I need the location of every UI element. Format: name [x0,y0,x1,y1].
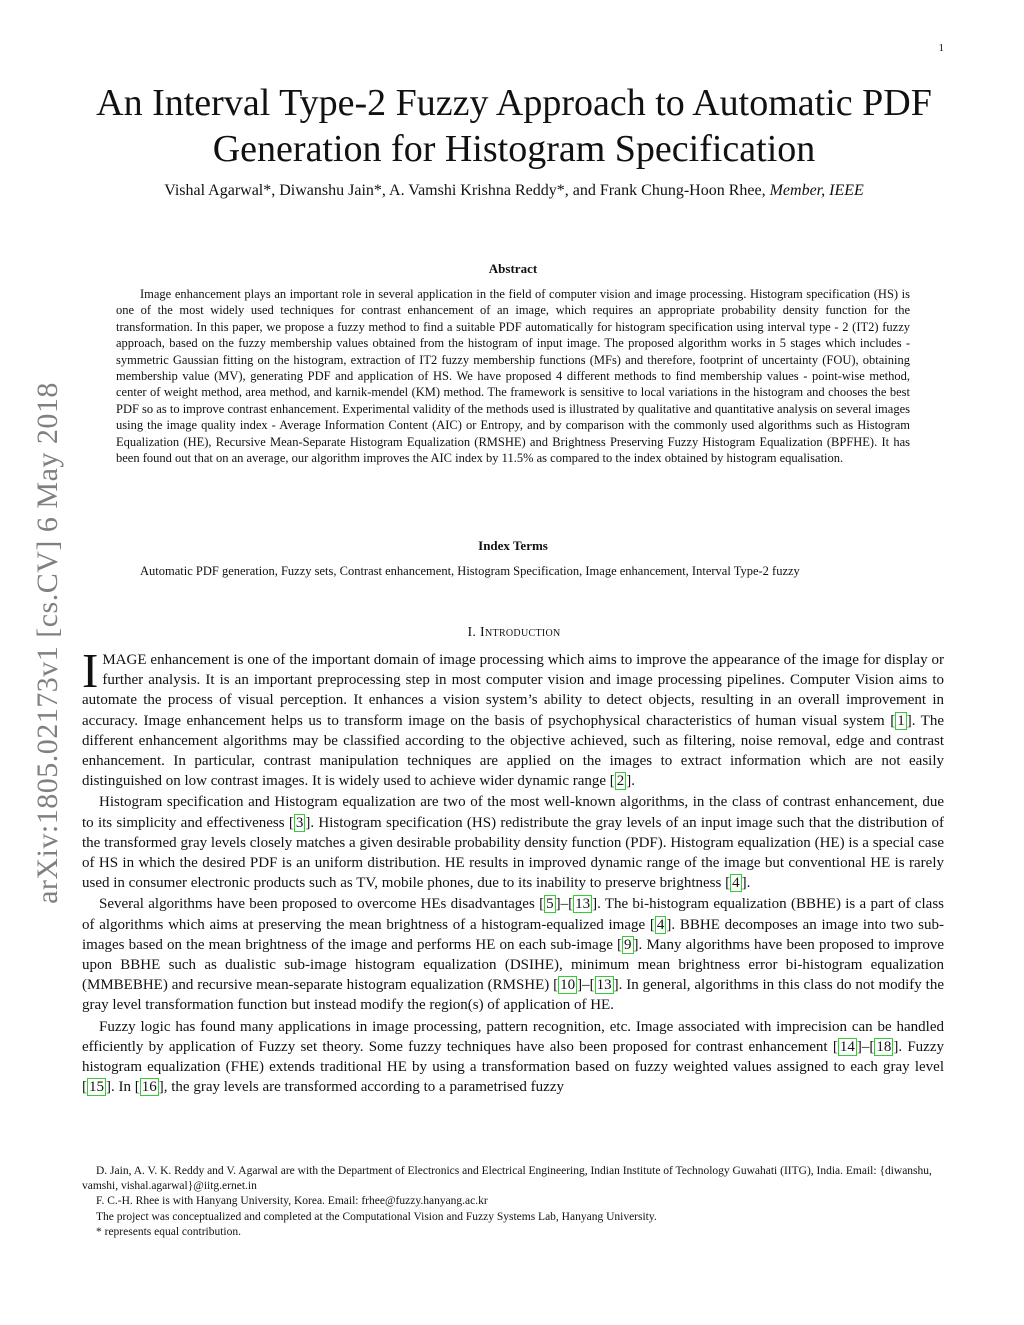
citation-link[interactable]: 2 [616,773,625,790]
citation-link[interactable]: 1 [897,712,905,729]
text-run: ]. Many algorithms have been proposed to improve upon BBHE such as dualistic sub-image histogram equalization (DSIHE), minimum mean brightness error bi-histogram equalization (MMBEBHE) and recursive mean-separate histogram equalization (RMSHE) [ [82,936,944,994]
citation-link[interactable]: 13 [596,977,612,994]
author-list [84,182,944,200]
citation-link[interactable]: 13 [575,896,591,913]
citation-link[interactable]: 3 [295,814,304,831]
footnote-affiliation-iitg: D. Jain, A. V. K. Reddy and V. Agarwal are with the Department of Electronics and Electrical Engineering, Indian Institute of Technology Guwahati (IITG), India. Email: {diwanshu, vamshi, vishal.agarwal}@iitg.ernet.in [82,1165,932,1193]
page-number: 1 [938,42,944,54]
citation-link[interactable]: 16 [141,1079,157,1096]
text-run: ]. Fuzzy histogram equalization (FHE) extends traditional HE by using a transformation based on fuzzy weighted values assigned to each gray level [ [82,1038,944,1096]
text-run: ], the gray levels are transformed according to a parametrised fuzzy [158,1079,564,1096]
abstract-heading: Abstract [488,261,538,276]
text-run: ]. The different enhancement algorithms may be classified according to the objective achieved, such as filtering, noise removal, edge and contrast enhancement. In particular, contrast manipulation techniques are applied on the images to extract information which are not easily distinguished on low contrast images. It is widely used to achieve wider dynamic range [ [82,712,944,790]
text-run: ]. Histogram specification (HS) redistribute the gray levels of an input image such that the distribution of the transformed gray levels closely matches a given desirable probability density function (PDF). Histogram equalization (HE) is a special case of HS in which the desired PDF is an uniform distribution. HE results in improved dynamic range of the image but conventional HE is rarely used in consumer electronic products such as TV, mobile phones, due to its inability to preserve brightness [ [82,814,944,892]
paragraph-4 [82,1017,944,1098]
citation-link[interactable]: 10 [560,977,576,994]
paragraph-2 [82,792,944,893]
section-title: Introduction [480,625,561,640]
introduction-body [82,643,945,1098]
paragraph-1 [82,643,944,791]
text-run: ]. In [ [106,1079,140,1096]
section-heading [84,625,944,641]
text-run: MAGE enhancement is one of the important domain of image processing which aims to improve the appearance of the image for display or further analysis. It is an important preprocessing step in most computer vision and image processing pipelines. Computer Vision aims to automate the process of visual perception. It enhances a vision system’s ability to detect objects, resulting in an overall improvement in accuracy. Image enhancement helps us to transform image on the basis of psychophysical characteristics of human visual system [ [82,652,944,729]
text-run: Several algorithms have been proposed to overcome HEs disadvantages [ [99,896,545,913]
paper-title: An Interval Type-2 Fuzzy Approach to Automatic PDF Generation for Histogram Specification [96,82,932,170]
author-names: Vishal Agarwal*, Diwanshu Jain*, A. Vamshi Krishna Reddy*, and Frank Chung-Hoon Rhee, [164,182,766,199]
index-terms-heading: Index Terms [478,538,548,553]
drop-cap: I [82,643,99,698]
citation-link[interactable]: 9 [624,936,632,953]
text-run: Fuzzy logic has found many applications in image processing, pattern recognition, etc. Image associated with imprecision can be handled efficiently by application of Fuzzy set theory. Some fuzzy techniques have also been proposed for contrast enhancement [ [82,1018,944,1055]
section-number: I. [467,625,477,640]
author-membership: Member, IEEE [769,182,864,199]
text-run: ]–[ [555,896,574,913]
paragraph-3 [82,894,944,1015]
text-run: ]–[ [577,977,595,994]
citation-link[interactable]: 4 [732,875,740,892]
arxiv-identifier[interactable]: arXiv:1805.02173v1 [cs.CV] 6 May 2018 [31,382,64,904]
footnotes [82,1164,944,1240]
footnote-equal-contribution: * represents equal contribution. [96,1225,241,1238]
text-run: Histogram specification and Histogram equalization are two of the most well-known algorithms, in the class of contrast enhancement, due to its simplicity and effectiveness [ [82,794,944,831]
citation-link[interactable]: 15 [89,1079,104,1096]
text-run: ]. In general, algorithms in this class do not modify the gray level transformation function but instead modify the region(s) of application of HE. [82,977,945,1014]
index-terms-text: Automatic PDF generation, Fuzzy sets, Contrast enhancement, Histogram Specification, Image enhancement, Interval Type-2 fuzzy [140,564,800,578]
footnote-project-note: The project was conceptualized and completed at the Computational Vision and Fuzzy Systems Lab, Hanyang University. [96,1210,657,1223]
text-run: ]. The bi-histogram equalization (BBHE) is a part of class of algorithms which aims at preserving the mean brightness of a histogram-equalized image [ [82,896,944,933]
citation-link[interactable]: 18 [876,1038,892,1055]
citation-link[interactable]: 4 [656,916,665,933]
abstract-text: Image enhancement plays an important role in several application in the field of computer vision and image processing. Histogram specification (HS) is one of the most widely used techniques for contrast enhancement of an image, which requires an appropriate probability density function for the transformation. In this paper, we propose a fuzzy method to find a suitable PDF automatically for histogram specification using interval type - 2 (IT2) fuzzy approach, based on the fuzzy membership values obtained from the histogram of input image. The proposed algorithm works in 5 stages which includes - symmetric Gaussian fitting on the histogram, extraction of IT2 fuzzy membership functions (MFs) and therefore, footprint of uncertainty (FOU), obtaining membership value (MV), generating PDF and application of HS. We have proposed 4 different methods to find membership values - point-wise method, center of weight method, area method, and karnik-mendel (KM) method. The framework is sensitive to local variations in the histogram and chooses the best PDF so as to improve contrast enhancement. Experimental validity of the methods used is illustrated by qualitative and quantitative analysis on several images using the image quality index - Average Information Content (AIC) or Entropy, and by comparison with the commonly used algorithms such as Histogram Equalization (HE), Recursive Mean-Separate Histogram Equalization (RMSHE) and Brightness Preserving Fuzzy Histogram Equalization (BPFHE). It has been found out that on an average, our algorithm improves the AIC index by 11.5% as compared to the index obtained by histogram equalisation. [116,287,910,466]
text-run: ]. BBHE decomposes an image into two sub-images based on the mean brightness of the image and performs HE on each sub-image [ [82,916,944,953]
text-run: ]. [626,773,636,790]
citation-link[interactable]: 5 [546,896,554,913]
citation-link[interactable]: 14 [839,1038,855,1055]
text-run: ]–[ [856,1038,875,1055]
footnote-affiliation-hanyang: F. C.-H. Rhee is with Hanyang University, Korea. Email: frhee@fuzzy.hanyang.ac.kr [96,1195,488,1208]
text-run: ]. [741,875,751,892]
